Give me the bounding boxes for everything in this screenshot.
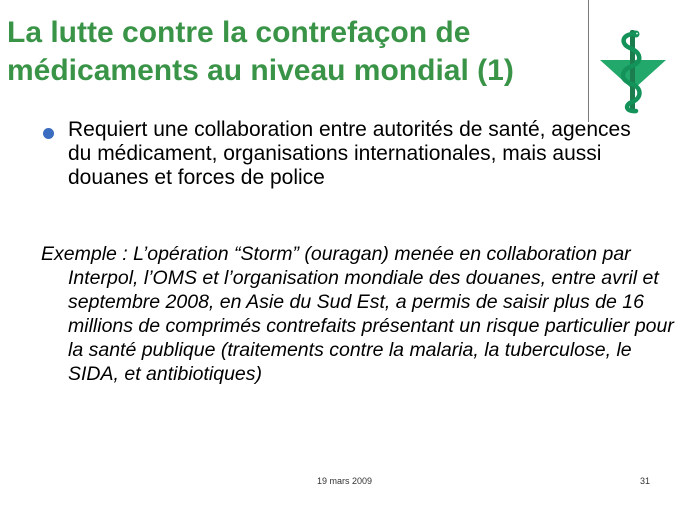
example-paragraph: Exemple : L’opération “Storm” (ouragan) menée en collaboration par Interpol, l’OMS et l’organisation mondiale des douanes, entre avril et septembre 2008, en Asie du Sud Est, a permis de saisir plus de 16 millions de comprimés contrefaits présentant un risque particulier pour la santé publique (traitements contre la malaria, la tuberculose, le SIDA, et antibiotiques): [41, 243, 674, 385]
bullet-item: [41, 118, 651, 190]
divider-line: [588, 0, 589, 122]
bullet-text: Requiert une collaboration entre autorités de santé, agences du médicament, organisations internationales, mais aussi douanes et forces de police: [68, 118, 631, 189]
slide-number: 31: [639, 476, 650, 486]
footer-date: 19 mars 2009: [316, 476, 373, 486]
bullet-dot-icon: [43, 128, 54, 139]
slide-title: La lutte contre la contrefaçon de médicaments au niveau mondial (1): [7, 16, 514, 87]
pharmacy-caduceus-icon: [598, 28, 668, 114]
